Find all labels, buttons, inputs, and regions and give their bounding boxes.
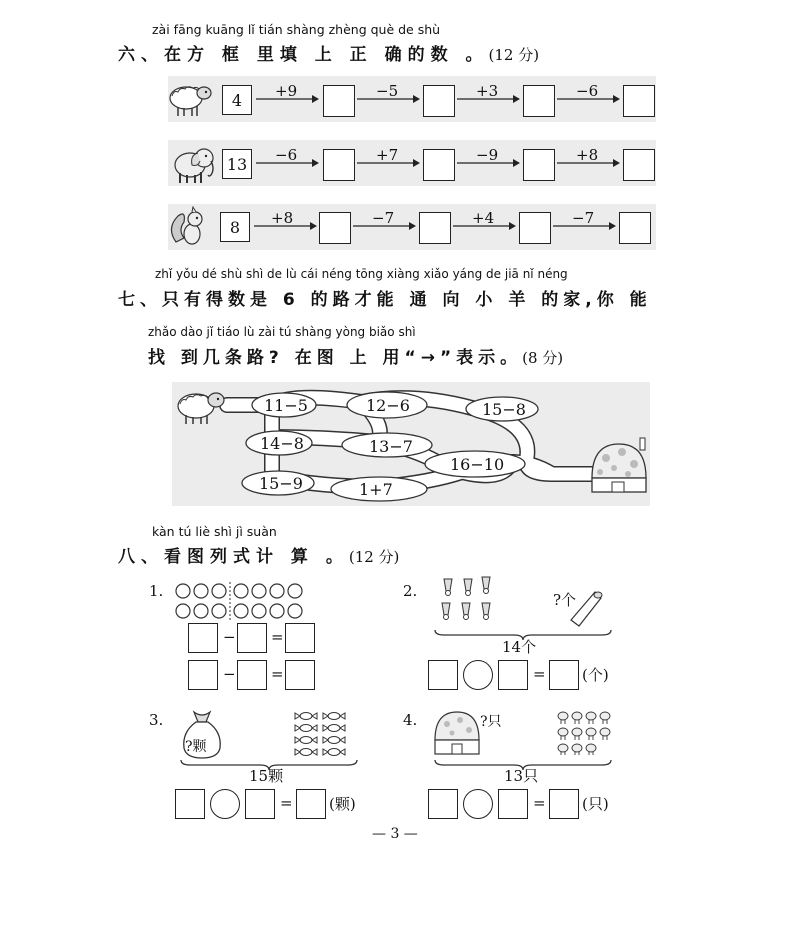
problem3-number: 3. bbox=[149, 711, 164, 729]
section6-score: (12 分) bbox=[488, 46, 540, 64]
problem2-question: ?个 bbox=[553, 591, 577, 609]
section7-score: (8 分) bbox=[522, 349, 564, 367]
problem4-total: 13只 bbox=[504, 767, 539, 785]
section8-score: (12 分) bbox=[348, 548, 400, 566]
row3-arrow-3 bbox=[453, 220, 517, 232]
row3-arrow-1 bbox=[254, 220, 318, 232]
section7-line-1: 七、只有得数是 6 的路才能 通 向 小 羊 的家,你 能 bbox=[118, 290, 652, 310]
p1-row2-box-3[interactable] bbox=[285, 660, 315, 690]
problem3-bag-label: ?颗 bbox=[185, 739, 207, 755]
row3-answer-box-1[interactable] bbox=[319, 212, 351, 244]
p4-operator-circle[interactable] bbox=[463, 789, 493, 819]
maze-node-13-7[interactable]: 13−7 bbox=[369, 437, 413, 456]
p2-box-3[interactable] bbox=[549, 660, 579, 690]
mushroom-house-small-icon bbox=[432, 708, 482, 758]
problem2-total: 14个 bbox=[502, 638, 537, 656]
row2-arrow-2 bbox=[357, 157, 421, 169]
row2-op-3: −9 bbox=[476, 146, 499, 164]
row3-answer-box-2[interactable] bbox=[419, 212, 451, 244]
row2-op-1: −6 bbox=[275, 146, 298, 164]
p1-row1-box-3[interactable] bbox=[285, 623, 315, 653]
maze-node-14-8[interactable]: 14−8 bbox=[260, 434, 304, 453]
small-sheep-icons bbox=[555, 710, 611, 756]
p2-box-1[interactable] bbox=[428, 660, 458, 690]
elephant-icon bbox=[168, 143, 216, 185]
row2-op-2: +7 bbox=[376, 146, 399, 164]
p4-unit: (只) bbox=[582, 795, 609, 813]
row1-answer-box-1[interactable] bbox=[323, 85, 355, 117]
p1-row1-minus: − bbox=[223, 628, 236, 646]
problem3-total: 15颗 bbox=[249, 767, 284, 785]
p1-row2-box-2[interactable] bbox=[237, 660, 267, 690]
maze-node-12-6[interactable]: 12−6 bbox=[366, 396, 410, 415]
row2-answer-box-3[interactable] bbox=[523, 149, 555, 181]
maze-node-15-9[interactable]: 15−9 bbox=[259, 474, 303, 493]
row2-op-4: +8 bbox=[576, 146, 599, 164]
p1-row2-equals: = bbox=[271, 665, 284, 683]
problem2-number: 2. bbox=[403, 582, 418, 600]
section6-title-text: 六、在方 框 里填 上 正 确的数 。 bbox=[118, 45, 489, 65]
row3-answer-box-3[interactable] bbox=[519, 212, 551, 244]
row2-answer-box-2[interactable] bbox=[423, 149, 455, 181]
maze-node-1-7[interactable]: 1+7 bbox=[359, 480, 393, 499]
p3-operator-circle[interactable] bbox=[210, 789, 240, 819]
row1-answer-box-2[interactable] bbox=[423, 85, 455, 117]
row1-op-1: +9 bbox=[275, 82, 298, 100]
section6-title bbox=[118, 40, 539, 65]
section7-pinyin-1: zhǐ yǒu dé shù shì de lù cái néng tōng xiàng xiǎo yáng de jiā nǐ néng bbox=[155, 267, 568, 281]
row1-answer-box-4[interactable] bbox=[623, 85, 655, 117]
maze-node-16-10[interactable]: 16−10 bbox=[450, 455, 505, 474]
p1-row1-equals: = bbox=[271, 628, 284, 646]
section7-line-2-text: 找 到几条路? 在图 上 用“→”表示。 bbox=[148, 348, 523, 368]
p3-box-1[interactable] bbox=[175, 789, 205, 819]
mushroom-house-icon bbox=[588, 436, 650, 496]
p2-equals: = bbox=[533, 665, 546, 683]
p1-row1-box-2[interactable] bbox=[237, 623, 267, 653]
problem4-number: 4. bbox=[403, 711, 418, 729]
p4-box-2[interactable] bbox=[498, 789, 528, 819]
row2-arrow-1 bbox=[256, 157, 320, 169]
p2-box-2[interactable] bbox=[498, 660, 528, 690]
row1-op-4: −6 bbox=[576, 82, 599, 100]
shuttlecock-icons bbox=[436, 575, 506, 627]
p1-row1-box-1[interactable] bbox=[188, 623, 218, 653]
problem4-question: ?只 bbox=[480, 714, 502, 730]
p3-equals: = bbox=[280, 794, 293, 812]
maze-node-11-5[interactable]: 11−5 bbox=[264, 396, 308, 415]
p1-row2-box-1[interactable] bbox=[188, 660, 218, 690]
p4-box-1[interactable] bbox=[428, 789, 458, 819]
problem1-circles bbox=[174, 582, 314, 622]
row3-start-box: 8 bbox=[220, 212, 250, 242]
row3-op-1: +8 bbox=[271, 209, 294, 227]
section6-pinyin: zài fāng kuāng lǐ tián shàng zhèng què de shù bbox=[152, 22, 441, 37]
row2-answer-box-1[interactable] bbox=[323, 149, 355, 181]
p2-operator-circle[interactable] bbox=[463, 660, 493, 690]
row3-op-4: −7 bbox=[572, 209, 595, 227]
row1-arrow-3 bbox=[457, 93, 521, 105]
row1-op-3: +3 bbox=[476, 82, 499, 100]
sheep-icon bbox=[166, 78, 214, 118]
row1-arrow-4 bbox=[557, 93, 621, 105]
section7-pinyin-2: zhǎo dào jǐ tiáo lù zài tú shàng yòng biǎo shì bbox=[148, 325, 416, 339]
p4-equals: = bbox=[533, 794, 546, 812]
page-number: — 3 — bbox=[372, 826, 418, 842]
row3-answer-box-4[interactable] bbox=[619, 212, 651, 244]
row3-op-2: −7 bbox=[372, 209, 395, 227]
section7-line-2 bbox=[148, 343, 563, 368]
row2-start-box: 13 bbox=[222, 149, 252, 179]
row3-arrow-2 bbox=[353, 220, 417, 232]
row2-answer-box-4[interactable] bbox=[623, 149, 655, 181]
p3-box-2[interactable] bbox=[245, 789, 275, 819]
candy-icons bbox=[294, 711, 348, 757]
maze-sheep-icon bbox=[174, 386, 228, 426]
section8-title bbox=[118, 542, 399, 567]
p1-row2-minus: − bbox=[223, 665, 236, 683]
p2-unit: (个) bbox=[582, 666, 609, 684]
row2-arrow-4 bbox=[557, 157, 621, 169]
row1-arrow-2 bbox=[357, 93, 421, 105]
problem1-number: 1. bbox=[149, 582, 164, 600]
squirrel-icon bbox=[168, 206, 208, 248]
row1-arrow-1 bbox=[256, 93, 320, 105]
maze-node-15-8[interactable]: 15−8 bbox=[482, 400, 526, 419]
row1-answer-box-3[interactable] bbox=[523, 85, 555, 117]
row1-start-box: 4 bbox=[222, 85, 252, 115]
p3-box-3[interactable] bbox=[296, 789, 326, 819]
row2-arrow-3 bbox=[457, 157, 521, 169]
p3-unit: (颗) bbox=[329, 795, 356, 813]
row1-op-2: −5 bbox=[376, 82, 399, 100]
section8-title-text: 八、看图列式计 算 。 bbox=[118, 547, 349, 567]
section8-pinyin: kàn tú liè shì jì suàn bbox=[152, 524, 277, 539]
row3-op-3: +4 bbox=[472, 209, 495, 227]
p4-box-3[interactable] bbox=[549, 789, 579, 819]
row3-arrow-4 bbox=[553, 220, 617, 232]
